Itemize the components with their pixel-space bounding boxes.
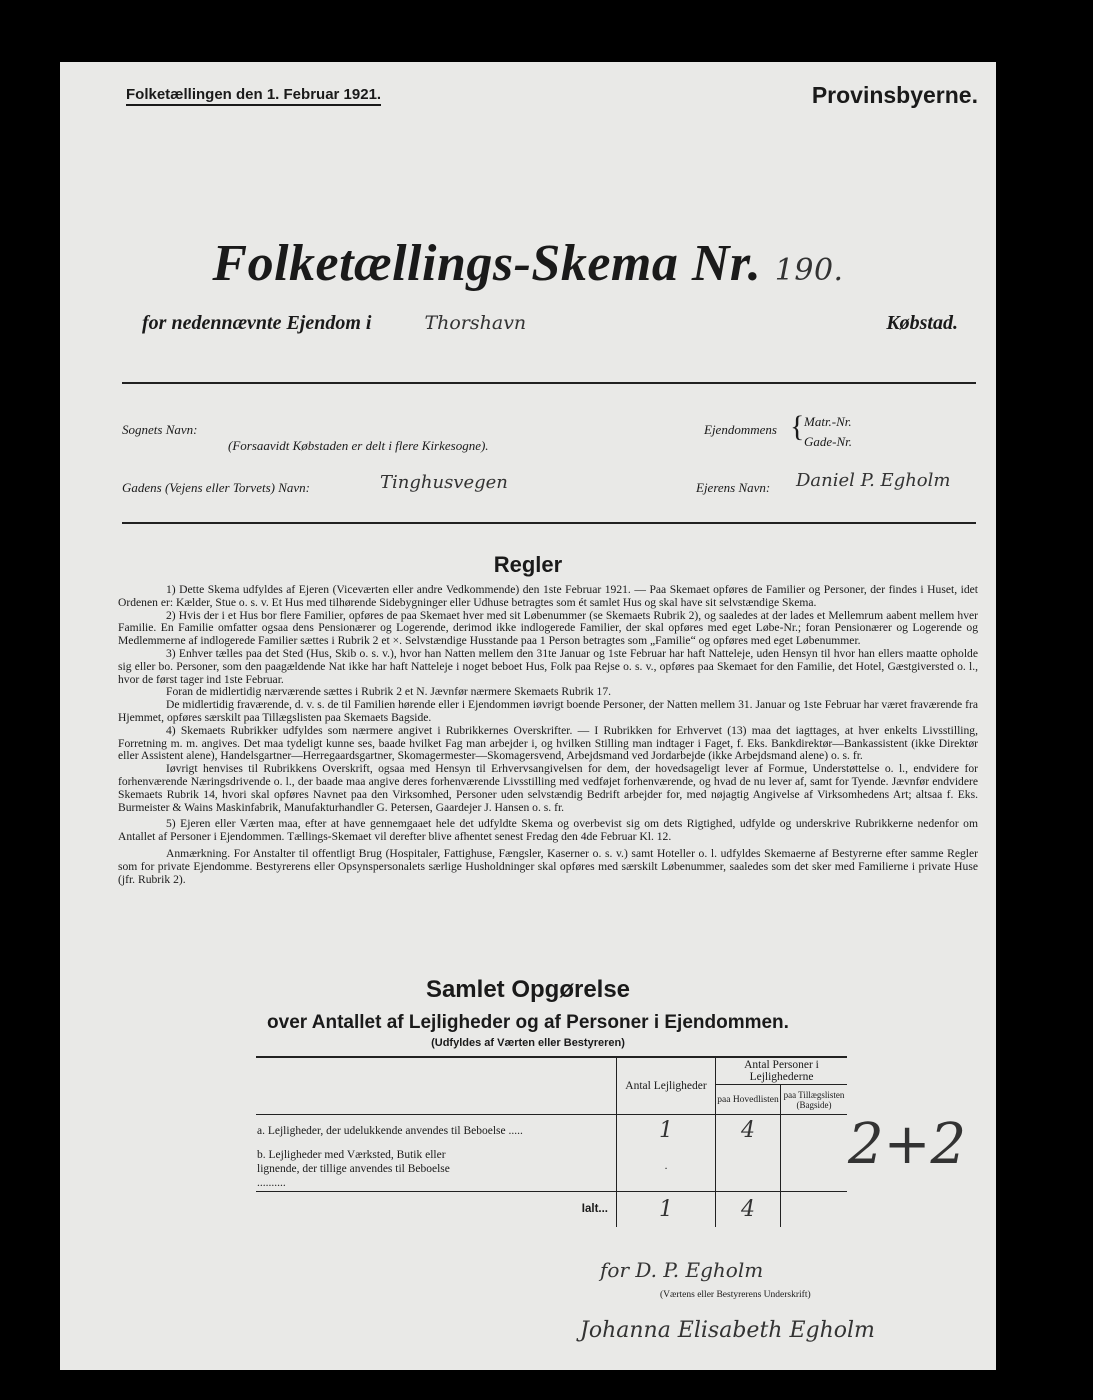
form-number: 190. (774, 253, 844, 288)
ialt-lejligheder: 1 (617, 1191, 716, 1227)
brace-icon: { (790, 410, 805, 443)
property-line-label: for nedennævnte Ejendom i (142, 312, 372, 334)
col-lejligheder: Antal Lejligheder (617, 1057, 716, 1115)
ejer-label: Ejerens Navn: (696, 480, 771, 495)
col-tillaeg: paa Tillægslisten (Bagside) (781, 1085, 848, 1115)
koebstad-label: Købstad. (886, 312, 958, 334)
summary-title: Samlet Opgørelse (425, 976, 631, 1003)
divider-middle (122, 522, 976, 524)
census-date-header: Folketællingen den 1. Februar 1921. (126, 86, 381, 106)
rule-note: Anmærkning. For Anstalter til offentligt Brug (Hospitaler, Fattighuse, Fængsler, Kaserner o. s. v.) samt Hoteller o. l. udfyldes Skemaerne af Bestyrerne efter samme Regler som for private Ejendomme. Bestyrerens eller Opsynspersonalets særlige Husholdninger skal opføres med særskilt Løbenummer, saaledes som det sker med Familierne i private Huse (jfr. Rubrik 2). (118, 846, 978, 886)
census-form (60, 62, 996, 1370)
rule-paragraph: 2) Hvis der i et Hus bor flere Familier, opføres de paa Skemaet hver med sit Løbenummer (se Skemaets Rubrik 2), og saaledes at der lades et Mellemrum aabent mellem hver Familie. En Familie omfatter ogsaa dens Pensionærer og Logerende, derimod ikke indlogerede Familier, der skal opføres med eget Løbe-Nr.; foran Pensionærer og Logerende og Medlemmerne af indlogerede Familier sættes i Rubrik 2 et ×. Selvstændige Husstande paa 1 Person betragtes som „Familie“ og opføres med eget Løbenummer. (118, 608, 978, 648)
rule-paragraph: 4) Skemaets Rubrikker udfyldes som nærmere angivet i Rubrikkernes Overskrifter. — I Rubrikken for Erhvervet (13) maa det iagttages, at hver enkelts Livsstilling, Forretning m. m. angives. Det maa tydeligt kunne ses, baade hvilket Fag man arbejder i, og hvilken Stilling man indtager i Faget, f. Eks. Bankdirektør—Bankassistent (ikke Direktør eller Assistent alene), Handelsgartner—Herregaardsgartner, Skomagermester—Skomagersvend, Arbejdsmand ved Jordarbejde (ikke Arbejdsmand alene) o. s. fr. (118, 723, 978, 763)
sogn-label: Sognets Navn: (122, 422, 198, 437)
ejer-value: Daniel P. Egholm (796, 470, 951, 491)
rule-paragraph: 5) Ejeren eller Værten maa, efter at have gennemgaaet hele det udfyldte Skema og overbevist sig om dets Rigtighed, udfylde og underskrive Rubrikkerne nedenfor om Antallet af Personer i Ejendommen. Tællings-Skemaet vil derefter blive afhentet senest Fredag den 4de Februar Kl. 12. (118, 817, 978, 844)
rule-paragraph: Iøvrigt henvises til Rubrikkens Overskrift, ogsaa med Hensyn til Erhvervsangivelsen for dem, der hovedsageligt lever af Formue, Understøttelse o. l., endvidere for forhenværende Næringsdrivende o. l., der baade maa angive deres forhenværende Livsstilling med vedføjet forhenværende, og hvad de nu lever af, samt for Tyende. Jævnfør endvidere Skemaets Rubrik 14, hvori skal opføres Navnet paa den Virksomhed, Personer uden selvstændig Bedrift arbejder for, med nøjagtig Angivelse af Virksomhedens Art; altsaa f. Eks. Burmeister & Wains Maskinfabrik, Manufakturhandler G. Petersen, Gaardejer J. Hansen o. s. fr. (118, 762, 978, 814)
row-a-label: a. Lejligheder, der udelukkende anvendes til Beboelse ..... (257, 1124, 523, 1137)
row-b-lejligheder: · (617, 1147, 716, 1192)
region-header: Provinsbyerne. (811, 82, 978, 108)
col-personer: Antal Personer i Lejlighederne (716, 1057, 848, 1085)
rules-body (118, 584, 978, 886)
gade-nr-label: Gade-Nr. (804, 434, 853, 449)
signature-caption: (Værtens eller Bestyrerens Underskrift) (660, 1290, 811, 1300)
rule-paragraph: Foran de midlertidig nærværende sættes i Rubrik 2 et N. Jævnfør nærmere Skemaets Rubrik 17. (166, 685, 612, 699)
rule-paragraph: De midlertidig fraværende, d. v. s. de til Familien hørende eller i Ejendommen iøvrigt boende Personer, der Natten mellem 31. Januar og 1ste Februar har været fraværende fra Hjemmet, opføres særskilt paa Tillægslisten paa Skemaets Bagside. (118, 698, 978, 724)
regler-heading: Regler (493, 552, 563, 577)
ialt-label: Ialt... (581, 1203, 608, 1216)
row-a-hovedlisten: 4 (716, 1115, 781, 1147)
rule-paragraph: 3) Enhver tælles paa det Sted (Hus, Skib o. s. v.), hvor han Natten mellem den 31te Januar og 1ste Februar har haft Natteleje, uden Hensyn til hvor han ellers maatte opholde sig eller bo. Personer, som den paagældende Nat ikke har haft Natteleje i noget beboet Hus, Folk paa Rejse o. s. v., opføres paa Skemaet for den Familie, det Hotel, Gæstgiversted o. l., hvor de først tager ind 1ste Februar. (118, 646, 978, 686)
gade-navn-label: Gadens (Vejens eller Torvets) Navn: (122, 480, 310, 495)
row-b-tillaeg (781, 1147, 848, 1192)
summary-table (256, 1056, 847, 1227)
ejendom-label: Ejendommens (704, 422, 777, 437)
sogn-note: (Forsaavidt Købstaden er delt i flere Kirkesogne). (228, 438, 489, 453)
summary-subtitle: over Antallet af Lejligheder og af Personer i Ejendommen. (267, 1012, 789, 1033)
row-b-hovedlisten (716, 1147, 781, 1192)
property-line (142, 312, 526, 335)
matr-label: Matr.-Nr. (804, 414, 852, 429)
row-a-lejligheder: 1 (617, 1115, 716, 1147)
signature-for: for D. P. Egholm (600, 1258, 764, 1282)
col-hovedlisten: paa Hovedlisten (716, 1085, 781, 1115)
margin-note: 2+2 (848, 1112, 967, 1177)
summary-note: (Udfyldes af Værten eller Bestyreren) (431, 1037, 625, 1049)
rule-paragraph: 1) Dette Skema udfyldes af Ejeren (Viceværten eller andre Vedkommende) den 1ste Februar 1921. — Paa Skemaet opføres de Familier og Personer, der findes i Huset, idet Ordenen er: Kælder, Stue o. s. v. Et Hus med tilhørende Sidebygninger eller Udhuse betragtes som ét samlet Hus og skal have sit selvstændige Skema. (118, 583, 978, 609)
divider-top (122, 382, 976, 384)
form-title-text: Folketællings-Skema Nr. (212, 235, 762, 292)
ialt-hovedlisten: 4 (716, 1191, 781, 1227)
signature-name: Johanna Elisabeth Egholm (580, 1318, 875, 1343)
gade-navn-value: Tinghusvegen (380, 472, 508, 493)
form-title (60, 234, 996, 293)
row-a-tillaeg (781, 1115, 848, 1147)
town-name: Thorshavn (424, 312, 527, 334)
ialt-tillaeg (781, 1191, 848, 1227)
row-b-label: b. Lejligheder med Værksted, Butik eller lignende, der tillige anvendes til Beboelse .......... (257, 1148, 450, 1189)
